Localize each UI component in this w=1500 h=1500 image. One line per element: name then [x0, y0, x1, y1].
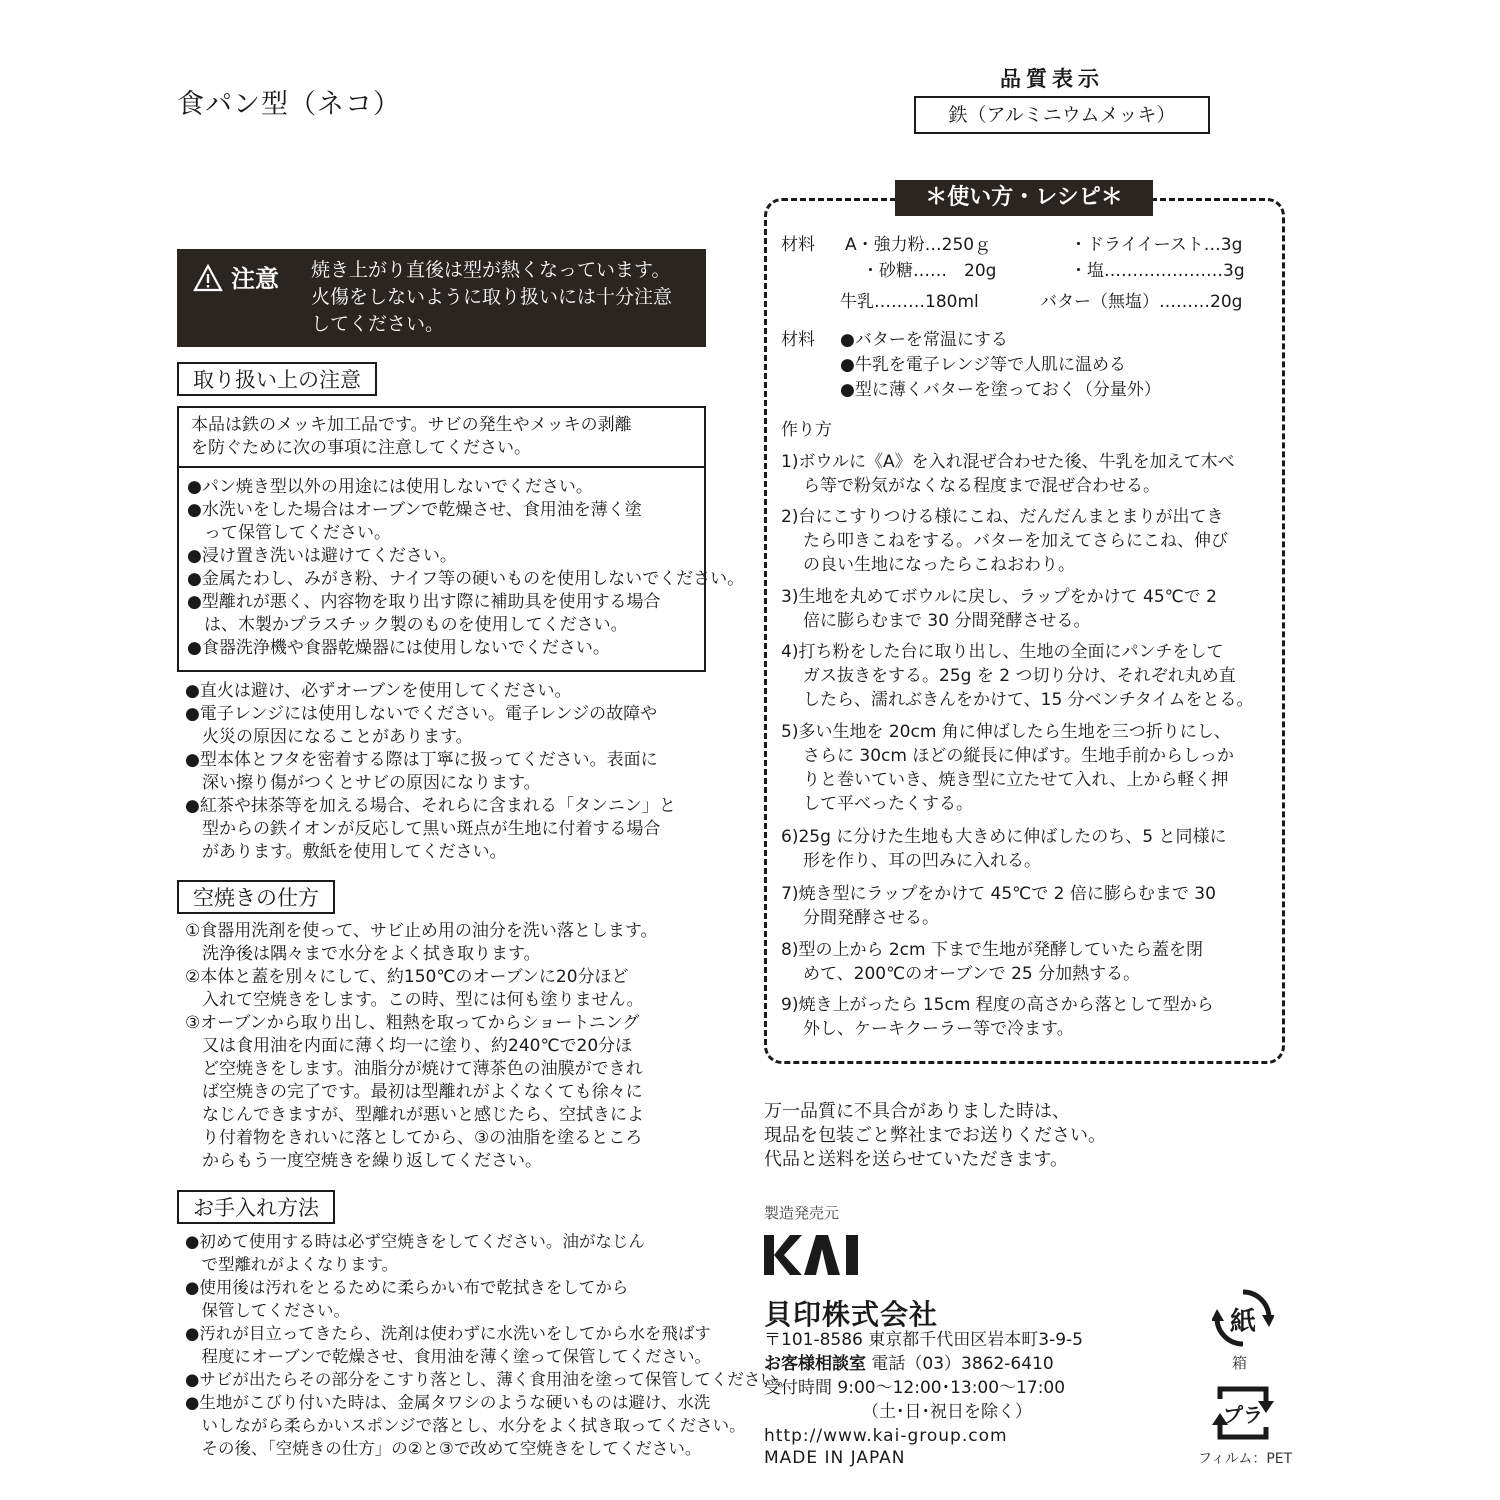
step-line: りと巻いていき、焼き型に立たせて入れ、上から軽く押 [803, 770, 1229, 790]
list-item: ●直火は避け、必ずオーブンを使用してください。 [185, 681, 572, 701]
handling-intro [191, 414, 632, 460]
caution-line: 焼き上がり直後は型が熱くなっています。 [311, 259, 671, 281]
list-item: ど空焼きをします。油脂分が焼けて薄茶色の油膜ができれ [185, 1059, 643, 1079]
divider [179, 466, 704, 468]
list-item: ①食器用洗剤を使って、サビ止め用の油分を洗い落とします。 [185, 921, 658, 941]
empty-bake-list [185, 920, 658, 1173]
ingredient: A・強力粉…250ｇ [845, 235, 992, 255]
product-title: 食パン型（ネコ） [177, 89, 401, 120]
consult-label: お客様相談室 [764, 1354, 866, 1374]
step-line: 8)型の上から 2cm 下まで生地が発酵していたら蓋を閉 [781, 940, 1203, 960]
list-item: ●パン焼き型以外の用途には使用しないでください。 [187, 477, 593, 497]
list-item: ●浸け置き洗いは避けてください。 [187, 546, 457, 566]
step-line: 2)台にこすりつける様にこね、だんだんまとまりが出てき [781, 507, 1224, 527]
paper-recycle-icon [1212, 1287, 1274, 1349]
caution-text [311, 257, 672, 338]
ingredient: ・砂糖…… 20g [862, 261, 997, 281]
caution-line: してください。 [311, 313, 445, 335]
handling-boxed-list [187, 476, 744, 660]
ingredient: ・ドライイースト…3g [1070, 235, 1243, 255]
step-line: めて、200℃のオーブンで 25 分加熱する。 [803, 964, 1141, 984]
list-item: ●牛乳を電子レンジ等で人肌に温める [840, 355, 1126, 375]
list-item: 深い擦り傷がつくとサビの原因になります。 [185, 773, 541, 793]
step-line: の良い生地になったらこねおわり。 [803, 555, 1075, 575]
list-item: なじんできますが、型離れが悪いと感じたら、空拭きによ [185, 1105, 644, 1125]
list-item: ③オーブンから取り出し、粗熱を取ってからショートニング [185, 1013, 640, 1033]
hours: 受付時間 9:00〜12:00･13:00〜17:00 [764, 1378, 1066, 1398]
list-item: 入れて空焼きをします。この時、型には何も塗りません。 [185, 990, 644, 1010]
list-item: ●型本体とフタを密着する際は丁寧に扱ってください。表面に [185, 750, 658, 770]
kai-logo [764, 1235, 866, 1279]
plastic-mark-text: プラ [1223, 1403, 1263, 1427]
paper-mark-label: 箱 [1232, 1354, 1248, 1372]
quality-material: 鉄（アルミニウムメッキ） [914, 96, 1210, 134]
list-item: ●初めて使用する時は必ず空焼きをしてください。油がなじん [185, 1232, 645, 1251]
caution-banner [177, 249, 706, 347]
step-line: 倍に膨らむまで 30 分間発酵させる。 [803, 611, 1091, 631]
list-item: ●型に薄くバターを塗っておく（分量外） [840, 380, 1161, 400]
caution-line: 火傷をしないように取り扱いには十分注意 [311, 286, 673, 308]
step-line: したら、濡れぶきんをかけて、15 分ベンチタイムをとる。 [803, 690, 1254, 710]
step-line: 外し、ケーキクーラー等で冷ます。 [803, 1019, 1074, 1039]
ingredient: バター（無塩）………20g [1040, 292, 1243, 312]
notice-line: 現品を包装ごと弊社までお送りください。 [764, 1125, 1106, 1146]
recipe-step [781, 505, 1228, 577]
step-line: 1)ボウルに《A》を入れ混ぜ合わせた後、牛乳を加えて木べ [781, 452, 1235, 472]
list-item: ●金属たわし、みがき粉、ナイフ等の硬いものを使用しないでください。 [187, 569, 745, 589]
maker-label: 製造発売元 [764, 1204, 840, 1222]
quality-notice [764, 1100, 1106, 1172]
company-name: 貝印株式会社 [764, 1298, 939, 1331]
quality-heading: 品質表示 [1000, 67, 1104, 91]
step-line: ガス抜きをする。25g を 2 つ切り分け、それぞれ丸め直 [803, 666, 1236, 686]
paper-mark-text: 紙 [1229, 1307, 1256, 1337]
empty-bake-heading: 空焼きの仕方 [177, 880, 335, 914]
warning-icon [193, 264, 223, 292]
list-item: ●食器洗浄機や食器乾燥器には使用しないでください。 [187, 638, 610, 658]
consult-line [764, 1352, 1054, 1376]
list-item: 又は食用油を内面に薄く均一に塗り、約240℃で20分ほ [185, 1036, 633, 1056]
step-line: 6)25g に分けた生地も大きめに伸ばしたのち、5 と同様に [781, 827, 1227, 847]
step-line: 7)焼き型にラップをかけて 45℃で 2 倍に膨らむまで 30 [781, 884, 1216, 904]
recipe-step [781, 938, 1203, 986]
list-item: ●水洗いをした場合はオーブンで乾燥させ、食用油を薄く塗 [187, 500, 642, 520]
recipe-step [781, 993, 1214, 1041]
list-item: ●汚れが目立ってきたら、洗剤は使わずに水洗いをしてから水を飛ばす [185, 1324, 711, 1343]
ingredients-label: 材料 [781, 235, 815, 255]
plastic-mark-label: フィルム：PET [1198, 1451, 1293, 1467]
list-item: で型離れがよくなります。 [185, 1255, 399, 1274]
notice-line: 代品と送料を送らせていただきます。 [764, 1149, 1069, 1170]
list-item: 保管してください。 [185, 1301, 350, 1320]
recipe-title: ＊使い方・レシピ＊ [895, 180, 1153, 216]
step-line: 形を作り、耳の凹みに入れる。 [803, 851, 1041, 871]
step-line: 分間発酵させる。 [803, 908, 939, 928]
list-item: その後、「空焼きの仕方」の②と③で改めて空焼きをしてください。 [185, 1439, 702, 1458]
notice-line: 万一品質に不具合がありました時は、 [764, 1101, 1070, 1122]
care-heading: お手入れ方法 [177, 1190, 335, 1224]
handling-intro-line: 本品は鉄のメッキ加工品です。サビの発生やメッキの剥離 [191, 415, 632, 435]
step-line: 3)生地を丸めてボウルに戻し、ラップをかけて 45℃で 2 [781, 587, 1217, 607]
address: 〒101-8586 東京都千代田区岩本町3-9-5 [764, 1330, 1083, 1350]
list-item: ●バターを常温にする [840, 330, 1008, 350]
step-line: 4)打ち粉をした台に取り出し、生地の全面にパンチをして [781, 642, 1224, 662]
handling-other-list [185, 680, 676, 864]
list-item: いしながら柔らかいスポンジで落とし、水分をよく拭き取ってください。 [185, 1416, 746, 1435]
recipe-step [781, 450, 1235, 498]
ingredient: ・塩…………………3g [1070, 261, 1245, 281]
method-label: 作り方 [781, 420, 832, 440]
handling-heading: 取り扱い上の注意 [177, 362, 377, 396]
list-item: ●紅茶や抹茶等を加える場合、それらに含まれる「タンニン」と [185, 796, 676, 816]
step-line: たら叩きこねをする。バターを加えてさらにこね、伸び [803, 531, 1228, 551]
prep-list [840, 328, 1161, 403]
list-item: ●型離れが悪く、内容物を取り出す際に補助具を使用する場合 [187, 592, 661, 612]
list-item: ②本体と蓋を別々にして、約150℃のオーブンに20分ほど [185, 967, 629, 987]
list-item: って保管してください。 [187, 523, 391, 543]
origin: MADE IN JAPAN [764, 1448, 906, 1468]
list-item: ば空焼きの完了です。最初は型離れがよくなくても徐々に [185, 1082, 643, 1102]
care-list [185, 1230, 793, 1460]
list-item: ●サビが出たらその部分をこすり落とし、薄く食用油を塗って保管してください。 [185, 1370, 794, 1389]
prep-label: 材料 [781, 330, 815, 350]
list-item: からもう一度空焼きを繰り返してください。 [185, 1151, 542, 1171]
recipe-step [781, 882, 1216, 930]
recipe-step [781, 640, 1254, 712]
list-item: があります。敷紙を使用してください。 [185, 842, 507, 862]
plastic-recycle-icon [1212, 1385, 1274, 1441]
step-line: 9)焼き上がったら 15cm 程度の高さから落として型から [781, 995, 1214, 1015]
list-item: 程度にオーブンで乾燥させ、食用油を薄く塗って保管してください。 [185, 1347, 712, 1366]
recipe-step [781, 720, 1234, 816]
step-line: 5)多い生地を 20cm 角に伸ばしたら生地を三つ折りにし、 [781, 722, 1231, 742]
kai-logo-mark [764, 1235, 866, 1275]
list-item: 火災の原因になることがあります。 [185, 727, 473, 747]
list-item: ●生地がこびり付いた時は、金属タワシのような硬いものは避け、水洗 [185, 1393, 711, 1412]
handling-intro-line: を防ぐために次の事項に注意してください。 [191, 438, 531, 458]
phone: 電話（03）3862-6410 [871, 1354, 1054, 1374]
handling-box [177, 406, 745, 672]
step-line: して平べったくする。 [803, 794, 973, 814]
ingredient: 牛乳………180ml [840, 292, 979, 312]
step-line: さらに 30cm ほどの縦長に伸ばす。生地手前からしっか [803, 746, 1234, 766]
caution-label [193, 259, 279, 294]
list-item: ●使用後は汚れをとるために柔らかい布で乾拭きをしてから [185, 1278, 629, 1297]
caution-label-text: 注意 [231, 265, 279, 293]
website-url: http://www.kai-group.com [764, 1426, 1008, 1446]
list-item: ●電子レンジには使用しないでください。電子レンジの故障や [185, 704, 658, 724]
list-item: は、木製かプラスチック製のものを使用してください。 [187, 615, 628, 635]
closed-days: （土･日･祝日を除く） [862, 1402, 1032, 1422]
list-item: り付着物をきれいに落としてから、③の油脂を塗るところ [185, 1128, 643, 1148]
recipe-step [781, 585, 1217, 633]
recipe-step [781, 825, 1227, 873]
step-line: ら等で粉気がなくなる程度まで混ぜ合わせる。 [803, 476, 1160, 496]
list-item: 型からの鉄イオンが反応して黒い斑点が生地に付着する場合 [185, 819, 661, 839]
list-item: 洗浄後は隅々まで水分をよく拭き取ります。 [185, 944, 541, 964]
